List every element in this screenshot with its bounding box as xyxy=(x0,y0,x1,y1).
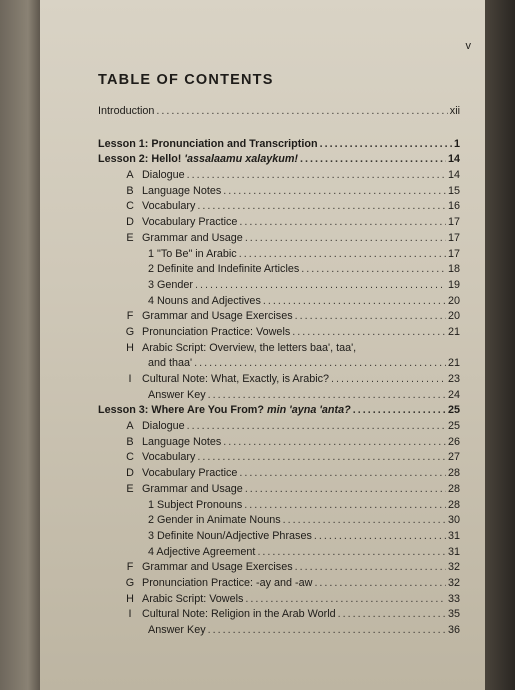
dot-leader xyxy=(187,420,446,432)
section-letter: A xyxy=(126,420,134,433)
section-letter: G xyxy=(125,576,135,589)
toc-entry-section xyxy=(98,561,460,577)
dot-leader xyxy=(208,624,446,636)
dot-leader xyxy=(197,451,446,463)
toc-entry-section xyxy=(98,451,460,467)
dot-leader xyxy=(292,326,446,338)
dot-leader xyxy=(295,561,446,573)
entry-page: 17 xyxy=(447,247,460,260)
toc-entry-section xyxy=(98,200,460,216)
dot-leader xyxy=(295,310,446,322)
entry-label: Arabic Script: Overview, the letters baa', taa', xyxy=(142,341,357,354)
dot-leader xyxy=(195,279,446,291)
toc-entry-section xyxy=(98,593,460,609)
dot-leader xyxy=(194,357,446,369)
dot-leader xyxy=(257,546,446,558)
toc-entry-sub xyxy=(98,499,460,515)
section-letter: D xyxy=(126,216,134,229)
toc-entry-section xyxy=(98,169,460,185)
toc-entry-section xyxy=(98,483,460,499)
entry-label-main: Lesson 2: Hello! xyxy=(98,153,185,166)
entry-label: 3 Definite Noun/Adjective Phrases xyxy=(148,529,312,542)
entry-label: Dialogue xyxy=(142,169,185,182)
entry-page: xii xyxy=(449,105,460,117)
entry-page: 36 xyxy=(447,624,460,636)
toc-entry-section xyxy=(98,467,460,483)
page-number: v xyxy=(465,40,471,52)
dot-leader xyxy=(320,138,452,150)
toc-entry-section xyxy=(98,608,460,624)
entry-page: 18 xyxy=(447,263,460,276)
dot-leader xyxy=(245,483,446,495)
entry-label: Vocabulary Practice xyxy=(142,467,238,480)
toc-entry-section xyxy=(98,342,460,358)
toc-entry-sub xyxy=(98,295,460,311)
entry-label: 4 Nouns and Adjectives xyxy=(148,294,261,307)
section-letter: H xyxy=(126,592,134,605)
entry-page: 21 xyxy=(447,325,460,338)
entry-page: 27 xyxy=(447,451,460,464)
entry-page: 1 xyxy=(453,137,460,150)
entry-label xyxy=(98,404,351,416)
section-letter: F xyxy=(126,310,134,323)
toc-entry-section xyxy=(98,185,460,201)
entry-page: 35 xyxy=(447,608,460,621)
toc-list xyxy=(98,105,460,640)
entry-label: 3 Gender xyxy=(148,278,194,291)
dot-leader xyxy=(245,593,446,605)
entry-page: 21 xyxy=(447,357,460,370)
toc-entry-lesson xyxy=(98,138,460,154)
section-letter: E xyxy=(126,482,134,495)
entry-label: Introduction xyxy=(98,105,155,117)
dot-leader xyxy=(353,404,446,416)
section-letter: G xyxy=(125,325,135,338)
entry-page: 28 xyxy=(447,467,460,480)
toc-entry-sub xyxy=(98,546,460,562)
toc-entry-sub xyxy=(98,248,460,264)
entry-label: Vocabulary Practice xyxy=(142,216,238,229)
entry-page: 25 xyxy=(447,420,460,433)
entry-page: 16 xyxy=(447,200,460,213)
entry-page: 20 xyxy=(447,294,460,307)
section-letter: I xyxy=(128,608,132,621)
dot-leader xyxy=(187,169,446,181)
toc-entry-lesson xyxy=(98,153,460,169)
dot-leader xyxy=(331,373,446,385)
entry-label: Dialogue xyxy=(142,420,185,433)
entry-label: 1 Subject Pronouns xyxy=(148,498,243,511)
entry-label: Grammar and Usage Exercises xyxy=(142,561,293,574)
toc-entry-sub xyxy=(98,279,460,295)
page-title: TABLE OF CONTENTS xyxy=(98,72,274,88)
section-letter: D xyxy=(126,467,134,480)
dot-leader xyxy=(239,248,446,260)
entry-label-main: Lesson 3: Where Are You From? xyxy=(98,404,267,417)
dot-leader xyxy=(244,499,446,511)
toc-entry-cont xyxy=(98,357,460,373)
left-page-edge xyxy=(0,0,40,690)
dot-leader xyxy=(239,467,446,479)
entry-page: 26 xyxy=(447,435,460,448)
entry-page: 14 xyxy=(447,153,460,166)
dot-leader xyxy=(283,514,446,526)
toc-entry-section xyxy=(98,326,460,342)
entry-page: 17 xyxy=(447,231,460,244)
dot-leader xyxy=(208,389,446,401)
dot-leader xyxy=(223,185,446,197)
entry-label xyxy=(98,153,298,165)
entry-page: 33 xyxy=(447,592,460,605)
entry-label-italic: 'assalaamu xalaykum! xyxy=(184,153,299,166)
section-letter: C xyxy=(126,451,134,464)
toc-entry-sub xyxy=(98,263,460,279)
entry-label: and thaa' xyxy=(148,357,193,370)
entry-page: 15 xyxy=(447,184,460,197)
entry-page: 17 xyxy=(447,216,460,229)
dot-leader xyxy=(239,216,446,228)
dot-leader xyxy=(314,577,446,589)
section-letter: E xyxy=(126,231,134,244)
section-letter: H xyxy=(126,341,134,354)
section-letter: B xyxy=(126,435,134,448)
section-letter: A xyxy=(126,169,134,182)
entry-page: 28 xyxy=(447,482,460,495)
toc-entry-cont xyxy=(98,389,460,405)
entry-label: Language Notes xyxy=(142,184,222,197)
entry-label: Grammar and Usage xyxy=(142,231,243,244)
entry-page: 30 xyxy=(447,514,460,527)
dot-leader xyxy=(245,232,446,244)
toc-entry-sub xyxy=(98,514,460,530)
toc-entry-cont xyxy=(98,624,460,640)
entry-label: Answer Key xyxy=(148,624,206,636)
dot-leader xyxy=(338,608,446,620)
toc-entry-section xyxy=(98,216,460,232)
entry-label: Language Notes xyxy=(142,435,222,448)
entry-label: 1 "To Be" in Arabic xyxy=(148,247,237,260)
entry-label: 4 Adjective Agreement xyxy=(148,545,256,558)
entry-label: Cultural Note: Religion in the Arab World xyxy=(142,608,336,621)
entry-page: 31 xyxy=(447,529,460,542)
entry-label: Cultural Note: What, Exactly, is Arabic? xyxy=(142,373,330,385)
entry-label: Vocabulary xyxy=(142,451,196,464)
entry-label: Pronunciation Practice: -ay and -aw xyxy=(142,576,313,589)
dot-leader xyxy=(197,200,446,212)
entry-label: Grammar and Usage xyxy=(142,482,243,495)
toc-entry-sub xyxy=(98,530,460,546)
toc-entry-section xyxy=(98,310,460,326)
toc-entry-section xyxy=(98,436,460,452)
section-letter: I xyxy=(128,373,132,385)
entry-page: 25 xyxy=(447,404,460,417)
toc-entry-section xyxy=(98,420,460,436)
dot-leader xyxy=(156,105,447,117)
right-shadow xyxy=(485,0,515,690)
section-letter: C xyxy=(126,200,134,213)
entry-label: Grammar and Usage Exercises xyxy=(142,310,293,323)
entry-page: 24 xyxy=(447,388,460,401)
dot-leader xyxy=(314,530,446,542)
section-letter: F xyxy=(126,561,134,574)
dot-leader xyxy=(300,153,446,165)
entry-label: Pronunciation Practice: Vowels xyxy=(142,325,291,338)
entry-page: 19 xyxy=(447,278,460,291)
entry-page: 32 xyxy=(447,561,460,574)
dot-leader xyxy=(263,295,446,307)
entry-label: Vocabulary xyxy=(142,200,196,213)
section-letter: B xyxy=(126,184,134,197)
toc-entry-section xyxy=(98,232,460,248)
entry-page: 31 xyxy=(447,545,460,558)
entry-label: 2 Definite and Indefinite Articles xyxy=(148,263,300,276)
entry-label-italic: min 'ayna 'anta? xyxy=(266,404,351,417)
entry-page: 14 xyxy=(447,169,460,182)
dot-leader xyxy=(301,263,446,275)
entry-label: Lesson 1: Pronunciation and Transcription xyxy=(98,137,318,150)
toc-entry-lesson xyxy=(98,404,460,420)
toc-entry-section xyxy=(98,373,460,389)
toc-entry-section xyxy=(98,577,460,593)
dot-leader xyxy=(223,436,446,448)
entry-page: 28 xyxy=(447,498,460,511)
entry-label: 2 Gender in Animate Nouns xyxy=(148,514,281,527)
book-page xyxy=(40,0,485,690)
entry-page: 20 xyxy=(447,310,460,323)
entry-label: Answer Key xyxy=(148,388,206,401)
toc-entry-intro xyxy=(98,105,460,121)
entry-page: 32 xyxy=(447,576,460,589)
entry-page: 23 xyxy=(447,373,460,385)
entry-label: Arabic Script: Vowels xyxy=(142,592,244,605)
